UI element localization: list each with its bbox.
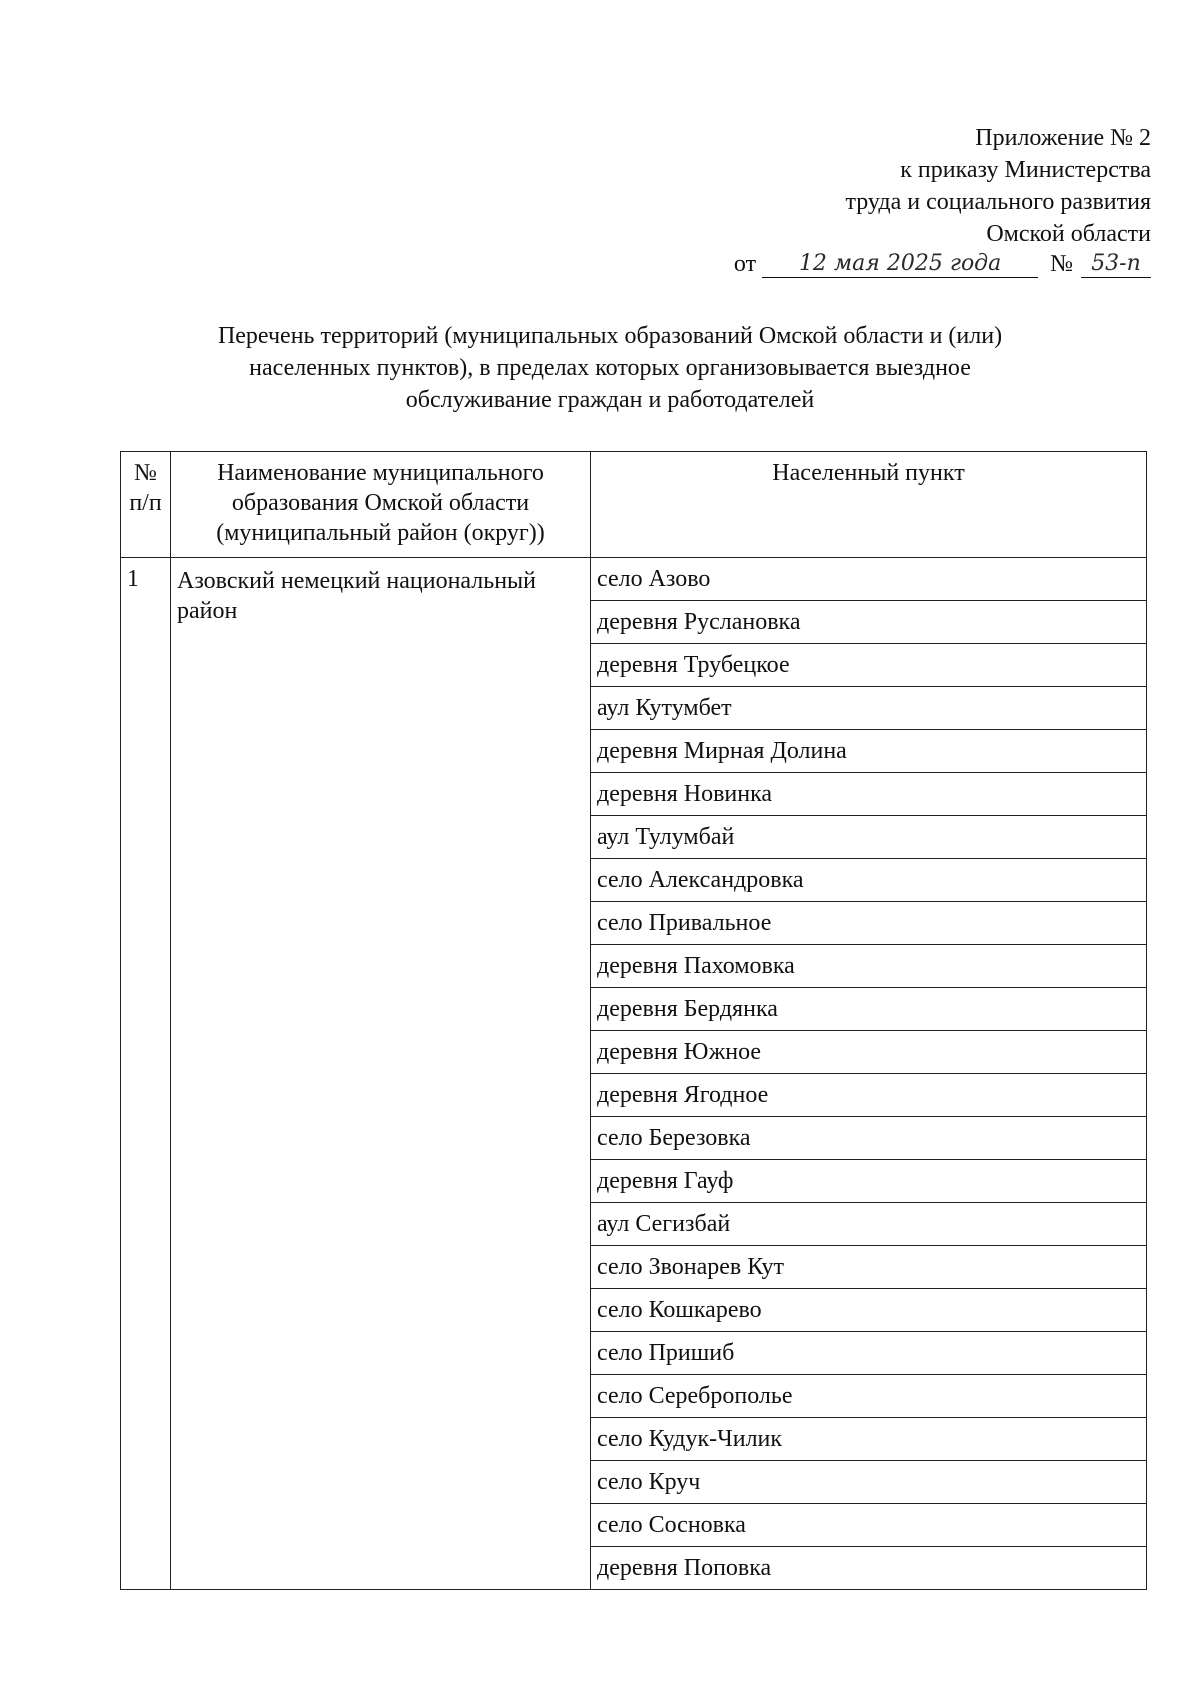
settlement-item: село Звонарев Кут bbox=[591, 1246, 1146, 1289]
settlement-item: село Кудук-Чилик bbox=[591, 1418, 1146, 1461]
settlement-item: деревня Гауф bbox=[591, 1160, 1146, 1203]
order-number-sign: № bbox=[1050, 251, 1073, 277]
settlement-item: село Сереброполье bbox=[591, 1375, 1146, 1418]
settlement-item: село Березовка bbox=[591, 1117, 1146, 1160]
row-district bbox=[171, 558, 591, 1590]
settlement-item: село Привальное bbox=[591, 902, 1146, 945]
title-line: населенных пунктов), в пределах которых организовывается выездное bbox=[249, 355, 971, 381]
settlement-item: деревня Бердянка bbox=[591, 988, 1146, 1031]
settlement-item: деревня Ягодное bbox=[591, 1074, 1146, 1117]
appendix-line: Омской области bbox=[986, 221, 1151, 247]
territories-table bbox=[120, 451, 1147, 1590]
settlement-item: село Сосновка bbox=[591, 1504, 1146, 1547]
table-row bbox=[121, 558, 1147, 1590]
settlement-item: аул Сегизбай bbox=[591, 1203, 1146, 1246]
settlement-item: село Александровка bbox=[591, 859, 1146, 902]
appendix-header bbox=[845, 122, 1151, 250]
header-number-line: № bbox=[134, 460, 157, 486]
document-title bbox=[150, 320, 1070, 416]
header-district-line: Наименование муниципального bbox=[217, 460, 544, 486]
appendix-line: Приложение № 2 bbox=[975, 125, 1151, 151]
header-settlement bbox=[591, 452, 1147, 558]
settlement-item: деревня Поповка bbox=[597, 1555, 772, 1581]
row-number: 1 bbox=[121, 558, 171, 1590]
settlement-item: село Кошкарево bbox=[591, 1289, 1146, 1332]
appendix-line: труда и социального развития bbox=[845, 189, 1151, 215]
order-date-line bbox=[734, 251, 1151, 278]
handwritten-date-signature: 12 мая 2025 года bbox=[762, 251, 1038, 278]
settlement-item: деревня Пахомовка bbox=[591, 945, 1146, 988]
order-prefix: от bbox=[733, 251, 757, 277]
settlement-item: деревня Новинка bbox=[591, 773, 1146, 816]
settlement-item: деревня Трубецкое bbox=[591, 644, 1146, 687]
settlement-item: аул Кутумбет bbox=[591, 687, 1146, 730]
header-number-line: п/п bbox=[129, 490, 162, 516]
settlement-item: село Пришиб bbox=[591, 1332, 1146, 1375]
header-district-line: (муниципальный район (округ)) bbox=[216, 520, 545, 546]
district-line: район bbox=[177, 598, 238, 624]
settlement-item: село Круч bbox=[591, 1461, 1146, 1504]
row-settlements bbox=[591, 558, 1147, 1590]
handwritten-number-signature: 53-п bbox=[1081, 251, 1151, 278]
settlement-item: деревня Руслановка bbox=[591, 601, 1146, 644]
settlement-item: село Азово bbox=[591, 558, 1146, 601]
header-number bbox=[121, 452, 171, 558]
header-district-line: образования Омской области bbox=[231, 490, 530, 516]
header-settlement-label: Населенный пункт bbox=[772, 460, 965, 486]
appendix-line: к приказу Министерства bbox=[900, 157, 1151, 183]
title-line: обслуживание граждан и работодателей bbox=[405, 387, 815, 413]
table-header-row bbox=[121, 452, 1147, 558]
settlement-item: деревня Мирная Долина bbox=[591, 730, 1146, 773]
title-line: Перечень территорий (муниципальных образований Омской области и (или) bbox=[217, 323, 1003, 349]
header-district bbox=[171, 452, 591, 558]
settlement-item: аул Тулумбай bbox=[591, 816, 1146, 859]
settlement-item: деревня Южное bbox=[591, 1031, 1146, 1074]
district-line: Азовский немецкий национальный bbox=[177, 568, 537, 594]
